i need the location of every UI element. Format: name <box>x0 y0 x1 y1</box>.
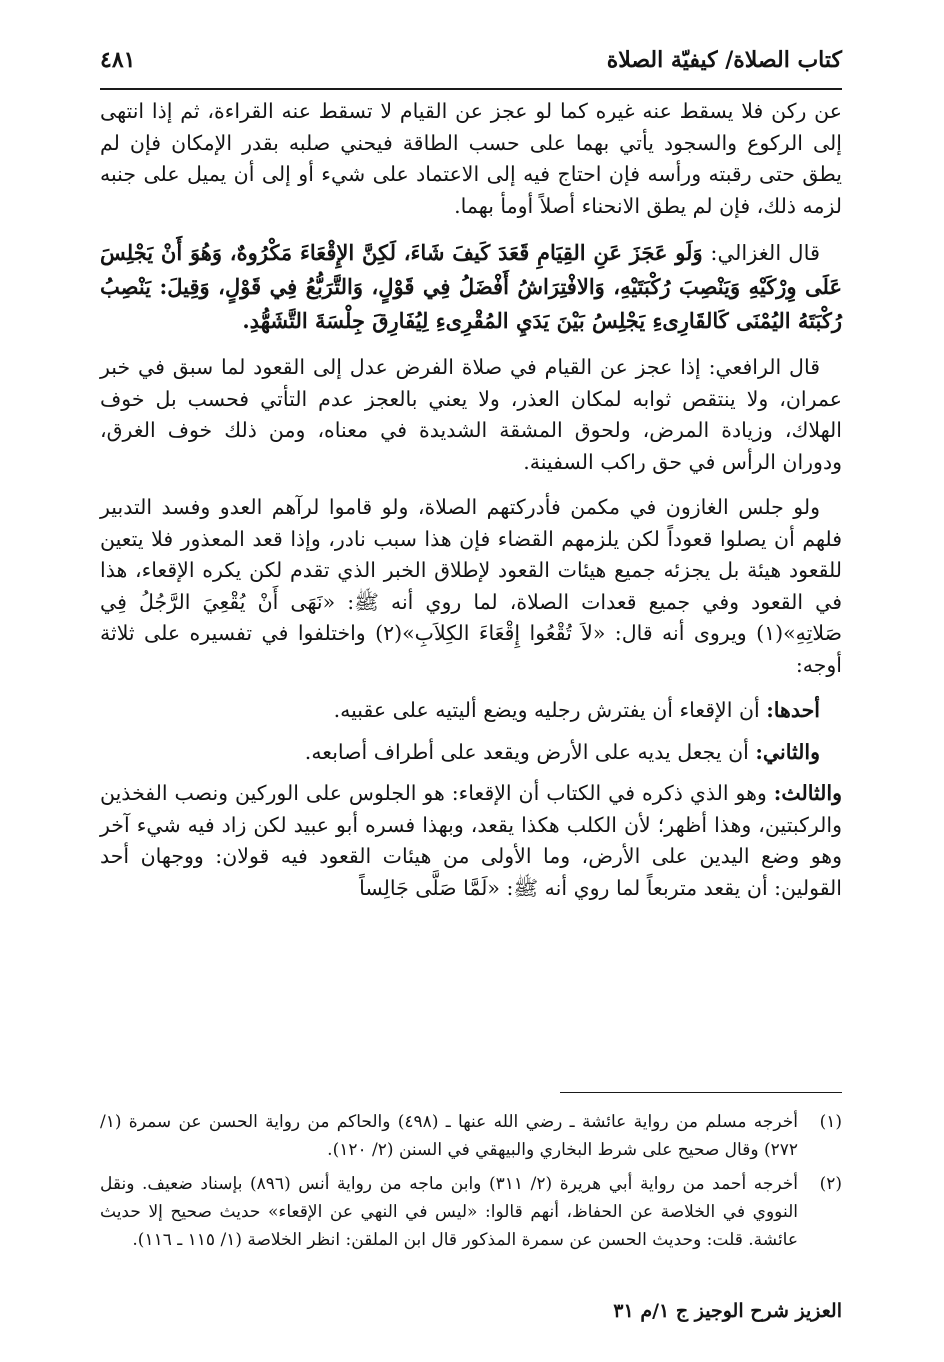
opinion-second <box>100 737 842 769</box>
main-text <box>100 96 842 918</box>
paragraph-iqaa: ولو جلس الغازون في مكمن فأدركتهم الصلاة، ولو قاموا لرآهم العدو وفسد التدبير فلهم أن يصلوا قعوداً لكن يلزمهم القضاء فإن هذا سبب نادر، وإذا قعد المعذور فلا يتعين للقعود هيئة بل يجزئه جميع هيئات القعود لإطلاق الخبر الذي تقدم لكن يكره الإقعاء، هذا في القعود وفي جميع قعدات الصلاة، لما روي أنه ﷺ: «نَهَى أَنْ يُقْعِيَ الرَّجُلُ فِي صَلاتِهِ»(١) ويروى أنه قال: «لاَ تُقْعُوا إِقْعَاءَ الكِلاَبِ»(٢) واختلفوا في تفسيره على ثلاثة أوجه: <box>100 495 842 677</box>
opinion-first <box>100 695 842 727</box>
opinion-third-text: وهو الذي ذكره في الكتاب أن الإقعاء: هو الجلوس على الوركين ونصب الفخذين والركبتين، وهذا أظهر؛ لأن الكلب هكذا يقعد، وبهذا فسره أبو عبيد لكن زاد فيه شيء آخر وهو وضع اليدين على الأرض، وما الأولى من هيئات القعود فيه قولان: ووجهان أحد القولين: أن يقعد متربعاً لما روي أنه ﷺ: «لَمَّا صَلَّى جَالِساً <box>100 781 842 900</box>
footnotes <box>100 1108 842 1260</box>
paragraph-continuation: عن ركن فلا يسقط عنه غيره كما لو عجز عن القيام لا تسقط عنه القراءة، ثم إذا انتهى إلى الركوع والسجود يأتي بهما على حسب الطاقة فيحني صلبه بقدر الإمكان فإن لم يطق حتى رقبته ورأسه فإن احتاج فيه إلى الاعتماد على شيء أو إلى أن يميل على جنبه لزمه ذلك، فإن لم يطق الانحناء أصلاً أومأ بهما. <box>100 99 842 218</box>
opinion-third <box>100 778 842 904</box>
page-footer: العزيز شرح الوجيز ج ١/م ٣١ <box>613 1300 842 1322</box>
ghazali-quote <box>100 236 842 338</box>
header-divider <box>100 88 842 90</box>
page-header <box>100 36 842 84</box>
rafii-commentary: قال الرافعي: إذا عجز عن القيام في صلاة الفرض عدل إلى القعود لما سبق في خبر عمران، ولا ينتقص ثوابه لمكان العذر، ولا يعني بالعجز عدم التأتي فحسب بل خوف الهلاك، وزيادة المرض، ولحوق المشقة الشديدة في معناه، ومن ذلك خوف الغرق، ودوران الرأس في حق راكب السفينة. <box>100 355 842 474</box>
footnote-text: أخرجه مسلم من رواية عائشة ـ رضي الله عنها ـ (٤٩٨) والحاكم من رواية الحسن عن سمرة (١/ ٢٧٢) وقال صحيح على شرط البخاري والبيهقي في السنن (٢/ ١٢٠). <box>100 1112 798 1160</box>
page-number: ٤٨١ <box>100 47 136 73</box>
opinion-first-label: أحدها: <box>766 698 820 722</box>
footnote-text: أخرجه أحمد من رواية أبي هريرة (٢/ ٣١١) وابن ماجه من رواية أنس (٨٩٦) بإسناد ضعيف. ونقل النووي في الخلاصة عن الحفاظ، أنهم قالوا: «ليس في النهي عن الإقعاء» حديث صحيح إلا حديث عائشة. قلت: وحديث الحسن عن سمرة المذكور قال ابن الملقن: انظر الخلاصة (١/ ١١٥ ـ ١١٦). <box>100 1174 798 1250</box>
footnote-divider <box>560 1092 842 1093</box>
footnote-number: (٢) <box>819 1174 842 1194</box>
running-title: كتاب الصلاة/ كيفيّة الصلاة <box>606 47 842 73</box>
footnote-number: (١) <box>819 1112 842 1132</box>
opinion-first-text: أن الإقعاء أن يفترش رجليه ويضع أليتيه على عقبيه. <box>333 698 760 722</box>
opinion-second-label: والثاني: <box>755 739 820 764</box>
opinion-third-label: والثالث: <box>773 781 842 805</box>
quote-text: وَلَو عَجَزَ عَنِ القِيَامِ قَعَدَ كَيفَ شَاءَ، لَكِنَّ الإِقْعَاءَ مَكْرُوهٌ، وَهُوَ أَنْ يَجْلِسَ عَلَى وِرْكَيْهِ وَيَنْصِبَ رُكْبَتَيْهِ، وَالافْتِرَاشُ أَفْضَلُ فِي قَوْلٍ، وَالتَّرَبُّعُ فِي قَوْلٍ، وَقِيلَ: يَنْصِبُ رُكْبَتَهُ اليُمْنَى كَالقَارِىءِ يَجْلِسُ بَيْنَ يَدَيِ المُقْرِىءِ لِيُفَارِقَ جِلْسَةَ التَّشَهُّدِ. <box>100 240 842 333</box>
quote-speaker: قال الغزالي: <box>710 241 821 265</box>
footnote-item <box>100 1108 842 1164</box>
opinion-second-text: أن يجعل يديه على الأرض ويقعد على أطراف أصابعه. <box>304 739 749 764</box>
footnote-item <box>100 1170 842 1254</box>
